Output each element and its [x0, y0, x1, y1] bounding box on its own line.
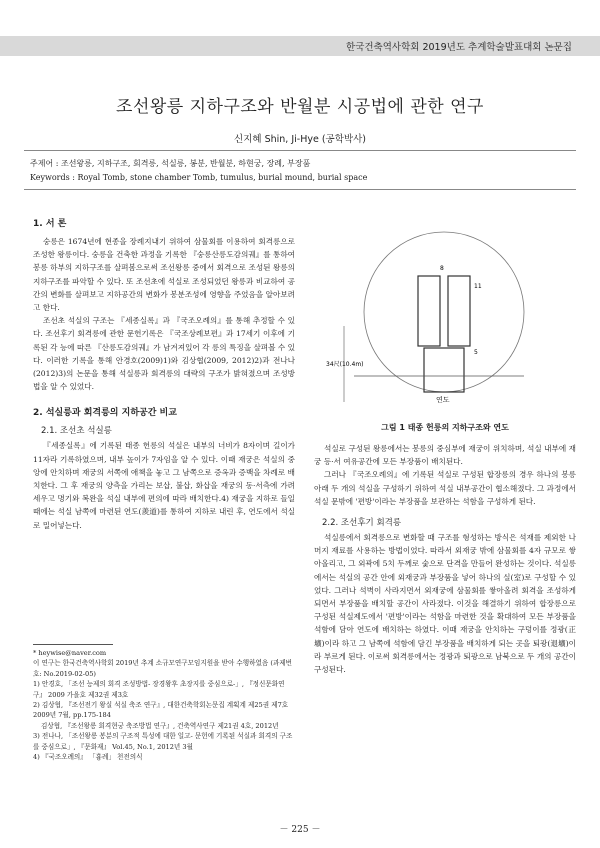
footnotes	[33, 648, 295, 762]
paper-title: 조선왕릉 지하구조와 반월분 시공법에 관한 연구	[116, 97, 484, 117]
footnote-2b: 김상협, 『조선왕릉 회격현궁 축조방법 연구』, 건축역사연구 제21권 4호, 2012년	[41, 721, 279, 730]
label-width: 8	[440, 265, 444, 272]
stone-chamber-west	[418, 276, 440, 346]
figure-1-caption: 그림 1 태종 헌릉의 지하구조와 연도	[381, 423, 509, 432]
left-column	[33, 210, 295, 532]
tomb-diagram	[324, 226, 564, 426]
section-2-1-heading: 2.1. 조선초 석실릉	[41, 426, 112, 437]
passage-outline	[424, 348, 464, 392]
footnote-funding: 이 연구는 한국건축역사학회 2019년 추계 소규모연구모임지원을 받아 수행하였음 (과제번호: No.2019-02-05)	[33, 659, 293, 678]
keywords-korean: 주제어 : 조선왕릉, 지하구조, 회격릉, 석실릉, 봉분, 반월분, 하현궁, 장례, 부장품	[30, 159, 311, 168]
section-2-1-paragraph-3: 그러나 『국조오례의』에 기록된 석실로 구성된 합장릉의 경우 하나의 봉릉 아래 두 개의 석실을 구성하기 위하여 석실 내부공간이 협소해졌다. 그 과정에서 석실 문밖에 '편방'이라는 부장품을 보관하는 석함을 구성하게 된다.	[314, 470, 576, 506]
section-1-paragraph-1: 숭릉은 1674년에 현종을 장례지내기 위하여 삼물회를 이용하여 회격릉으로 조성한 왕릉이다. 숭릉을 건축한 과정을 기록한 『숭릉산릉도감의궤』를 통하여 봉릉 하부의 지하구조를 살펴봄으로써 조선왕릉 중에서 회격으로 조성된 왕릉의 지하구조를 파악할 수 있다. 또 조선초에 석실로 조성되었던 왕릉과 비교하여 공간의 변화를 살펴보고 지하공간의 변화가 봉분조성에 영향을 주었음을 알아보려고 한다.	[33, 237, 295, 313]
keywords-english: Keywords : Royal Tomb, stone chamber Tomb, tumulus, burial mound, burial space	[30, 173, 368, 182]
label-left: 34尺(10.4m)	[326, 361, 364, 368]
section-2-2-paragraph-1: 석실릉에서 회격릉으로 변화할 때 구조를 형성하는 방식은 석재를 제외한 나머지 재료를 사용하는 방법이었다. 따라서 외재궁 밖에 삼물회를 4자 규모로 쌓아올리고, 그 외곽에 5치 두께로 숯으로 단격을 만들어 완성하는 것이다. 석실릉에서는 석실의 공간 안에 외재궁과 부장품을 넣어 하나의 실(室)로 구성할 수 있었다. 그러나 석벽이 사라지면서 외재궁에 삼물회를 쌓아올려 회격을 조성하게 되면서 부장품을 배치할 공간이 사라졌다. 이것을 해결하기 위하여 합장릉으로 구성된 석실제도에서 '편방'이라는 석함을 마련한 것을 확대하여 모든 부장품을 석함에 담아 연도에 배치하는 하였다. 이때 재궁을 안치하는 구덩이를 정광(正壙)이라 하고 그 남쪽에 석함에 담긴 부장품을 배치하게 되는 곳을 퇴광(退壙)이라 부르게 된다. 이로써 회격릉에서는 정광과 퇴광으로 남북으로 두 개의 공간이 구성된다.	[314, 533, 576, 675]
section-2-heading: 2. 석실릉과 회격릉의 지하공간 비교	[33, 408, 177, 419]
footnote-email: * heywise@naver.com	[33, 649, 107, 657]
journal-header: 한국건축역사학회 2019년도 추계학술발표대회 논문집	[346, 42, 572, 53]
footnote-2: 2) 김상협, 『조선전기 왕실 석실 축조 연구』, 대한건축학회논문집 계획계 제25권 제7호 2009년 7월, pp.175-184	[33, 701, 291, 720]
mound-outline	[364, 232, 524, 392]
section-2-1-paragraph-1: 『세종실록』에 기록된 태종 헌릉의 석실은 내부의 너비가 8자이며 길이가 11자라 기록하였으며, 내부 높이가 7자임을 알 수 있다. 이때 재궁은 석실의 중앙에 안치하며 재궁의 서쪽에 애책을 놓고 그 남쪽으로 증옥과 증백을 차례로 배치한다. 그 후 재궁의 양측을 가리는 보삽, 불삽, 화삽을 재궁의 동·서측에 가려 세우고 명기와 복완을 석실 내부에 편의에 따라 배치한다.4) 재궁을 지하로 들일때에는 석실 남쪽에 마련된 연도(羨道)를 통하여 지하로 내린 후, 연도에서 석실로 밀어넣는다.	[33, 441, 295, 530]
section-1-heading: 1. 서 론	[33, 219, 67, 229]
footnote-1: 1) 안경호, 「조선 능제의 회격 조성방법- 장경왕후 초장지를 중심으로-」, 『정신문화연구』 2009 가을호 제32권 제3호	[33, 680, 285, 699]
footnote-divider	[33, 644, 113, 645]
label-passage: 연도	[436, 396, 450, 404]
right-column	[314, 442, 576, 676]
section-2-1-paragraph-2: 석실로 구성된 왕릉에서는 봉릉의 중심부에 재궁이 위치하며, 석실 내부에 재궁 등·서 여유공간에 모든 부장품이 배치된다.	[314, 444, 576, 467]
figure-1	[324, 226, 564, 426]
stone-chamber-east	[448, 276, 470, 346]
section-1-paragraph-2: 조선초 석실의 구조는 『세종실록』과 『국조오례의』를 통해 추정할 수 있다. 조선후기 회격릉에 관한 문헌기록은 『국조상례보편』과 17세기 이후에 기록된 각 능에 따른 『산릉도감의궤』가 남겨져있어 각 릉의 특징을 살펴볼 수 있다. 이러한 기록을 통해 안경호(2009)1)와 김상협(2009, 2012)2)과 전나나(2012)3)의 논문을 통해 석실릉과 회격릉의 대략의 구조가 밝혀졌으며 조성방법을 알 수 있었다.	[33, 316, 295, 392]
author-line: 신지혜 Shin, Ji-Hye (공학박사)	[234, 134, 366, 145]
label-top: 11	[474, 283, 482, 290]
section-2-2-heading: 2.2. 조선후기 회격릉	[322, 518, 402, 529]
footnote-4: 4) 『국조오례의』 「흉례」 천전의식	[33, 753, 143, 762]
footnote-3: 3) 전나나, 「조선왕릉 봉분의 구조적 특성에 대한 일고- 문헌에 기록된 석실과 회격의 구조를 중심으로」, 『문화재』 Vol.45, No.1, 2012년 3월	[33, 732, 293, 751]
label-mid: 5	[474, 349, 478, 356]
page-number: － 225 －	[279, 825, 321, 835]
keywords-box	[24, 150, 576, 190]
